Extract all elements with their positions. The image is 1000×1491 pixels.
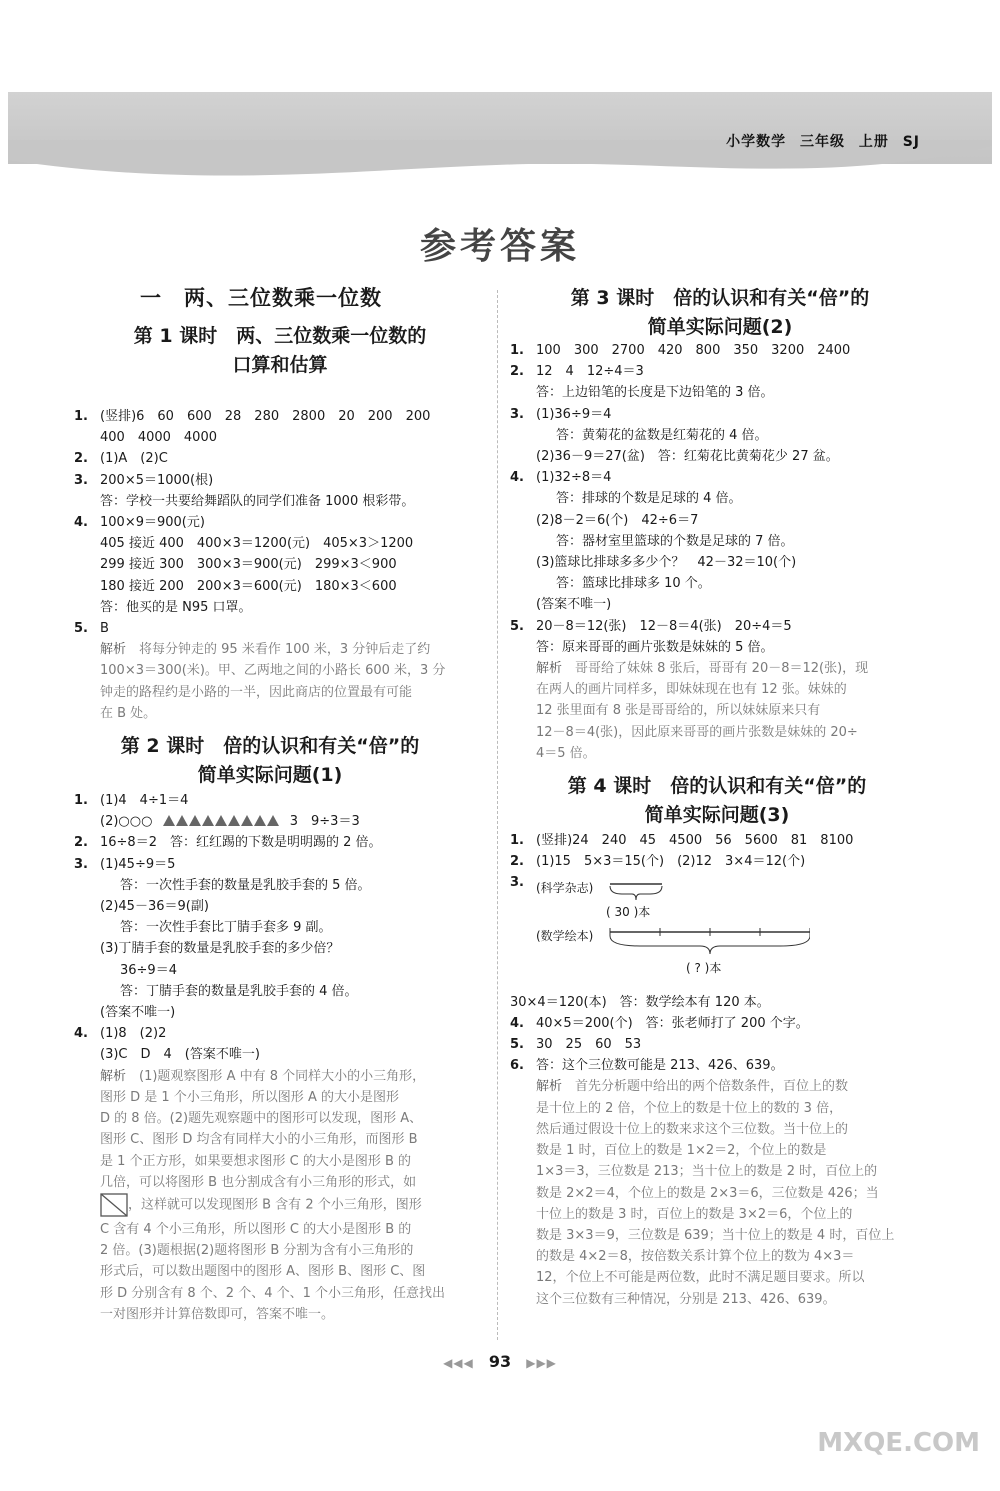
analysis-line: 在两人的画片同样多，即妹妹现在也有 12 张。妹妹的 bbox=[536, 682, 847, 698]
answer-line: 1. (1)4 4÷1＝4 bbox=[74, 793, 189, 809]
header-edition: SJ bbox=[902, 134, 920, 150]
analysis-line: 数是 3×3＝9，三位数是 639；当十位上的数是 4 时，百位上 bbox=[536, 1227, 895, 1243]
analysis-line: 解析 首先分析题中给出的两个倍数条件，百位上的数 bbox=[536, 1079, 849, 1095]
analysis-line: 2 倍。(3)题根据(2)题将图形 B 分割为含有小三角形的 bbox=[100, 1243, 414, 1259]
answer-line: 4. (1)8 (2)2 bbox=[74, 1026, 167, 1042]
answer-line: 6. 答：这个三位数可能是 213、426、639。 bbox=[510, 1058, 784, 1074]
answer-line: 答：黄菊花的盆数是红菊花的 4 倍。 bbox=[556, 427, 768, 443]
answer-line: 4. (1)32÷8＝4 bbox=[510, 470, 612, 486]
diagram-label-bottom: (数学绘本) bbox=[536, 928, 594, 943]
answer-line: 2. 16÷8＝2 答：红红踢的下数是明明踢的 2 倍。 bbox=[74, 835, 382, 851]
answer-line: 答：一次性手套比丁腈手套多 9 副。 bbox=[120, 920, 332, 936]
analysis-line: 数是 2×2＝4，个位上的数是 2×3＝6，三位数是 426；当 bbox=[536, 1185, 879, 1201]
analysis-line: 几倍，可以将图形 B 也分割成含有小三角形的形式，如 bbox=[100, 1174, 417, 1190]
column-divider bbox=[497, 290, 498, 1340]
analysis-line: 形式后，可以数出题图中的图形 A、图形 B、图形 C、图 bbox=[100, 1264, 426, 1280]
answer-line: (3)篮球比排球多多少个？ 42－32＝10(个) bbox=[536, 555, 797, 571]
answer-line: 36÷9＝4 bbox=[120, 962, 177, 978]
answer-line: 5. 30 25 60 53 bbox=[510, 1037, 642, 1053]
analysis-line: C 含有 4 个小三角形，所以图形 C 的大小是图形 B 的 bbox=[100, 1221, 412, 1237]
lesson1-title-line1: 第 1 课时 两、三位数乘一位数的 bbox=[133, 325, 427, 347]
answer-line: 30×4＝120(本) 答：数学绘本有 120 本。 bbox=[510, 994, 770, 1010]
answer-line: 405 接近 400 400×3＝1200(元) 405×3＞1200 bbox=[100, 536, 414, 552]
diagram-label-top: (科学杂志) bbox=[536, 880, 594, 895]
analysis-line: D 的 8 倍。(2)题先观察题中的图形可以发现，图形 A、 bbox=[100, 1111, 423, 1127]
answer-line: 400 4000 4000 bbox=[100, 430, 217, 446]
diagram-lines bbox=[510, 876, 810, 976]
analysis-line: 图形 D 是 1 个小三角形，所以图形 A 的大小是图形 bbox=[100, 1089, 399, 1105]
analysis-line: 12 张里面有 8 张是哥哥给的，所以妹妹原来只有 bbox=[536, 703, 821, 719]
answer-line: 299 接近 300 300×3＝900(元) 299×3＜900 bbox=[100, 557, 397, 573]
answer-line: 1. (竖排)6 60 600 28 280 2800 20 200 200 bbox=[74, 409, 431, 424]
analysis-line: 是十位上的 2 倍，个位上的数是十位上的数的 3 倍， bbox=[536, 1100, 843, 1116]
analysis-line: 4＝5 倍。 bbox=[536, 745, 596, 761]
answer-line: 1. 100 300 2700 420 800 350 3200 2400 bbox=[510, 343, 851, 358]
answer-line: 答：排球的个数是足球的 4 倍。 bbox=[556, 491, 742, 507]
answer-line: 3. (1)45÷9＝5 bbox=[74, 856, 176, 872]
analysis-line: 是 1 个正方形，如果要想求图形 C 的大小是图形 B 的 bbox=[100, 1153, 412, 1169]
lesson2-title-line1: 第 2 课时 倍的认识和有关“倍”的 bbox=[120, 735, 420, 758]
answer-line: 4. 100×9＝900(元) bbox=[74, 515, 205, 531]
answer-line: 2. (1)A (2)C bbox=[74, 451, 168, 467]
lesson4-title bbox=[510, 772, 924, 830]
analysis-line: 十位上的数是 3 时，百位上的数是 3×2＝6，个位上的 bbox=[536, 1206, 853, 1222]
answer-line: (3)丁腈手套的数量是乳胶手套的多少倍？ bbox=[100, 941, 340, 957]
answer-line: 答：上边铅笔的长度是下边铅笔的 3 倍。 bbox=[536, 385, 774, 401]
answer-line: 答：器材室里篮球的个数是足球的 7 倍。 bbox=[556, 533, 794, 549]
answer-line: (2)○○○ 3 9÷3＝3 bbox=[100, 814, 360, 830]
lesson3-title-line2: 简单实际问题(2) bbox=[647, 316, 793, 338]
lesson4-title-line1: 第 4 课时 倍的认识和有关“倍”的 bbox=[567, 775, 867, 798]
analysis-line: 然后通过假设十位上的数来求这个三位数。当十位上的 bbox=[536, 1121, 849, 1137]
left-column bbox=[74, 406, 476, 1325]
analysis-line: 数是 1 时，百位上的数是 1×2＝2，个位上的数是 bbox=[536, 1143, 827, 1159]
answer-line: (答案不唯一) bbox=[100, 1005, 176, 1021]
header-grade: 三年级 bbox=[799, 134, 845, 150]
analysis-line: ，这样就可以发现图形 B 含有 2 个小三角形，图形 bbox=[74, 1193, 476, 1219]
analysis-line: 一对图形并计算倍数即可，答案不唯一。 bbox=[100, 1306, 335, 1322]
answer-line: 180 接近 200 200×3＝600(元) 180×3＜600 bbox=[100, 578, 397, 594]
analysis-line: 解析 将每分钟走的 95 米看作 100 米，3 分钟后走了约 bbox=[100, 642, 431, 658]
answer-line: (答案不唯一) bbox=[536, 597, 612, 613]
analysis-line: 这个三位数有三种情况，分别是 213、426、639。 bbox=[536, 1291, 836, 1307]
page-number: 93 bbox=[488, 1352, 512, 1371]
answer-line: 3. 200×5＝1000(根) bbox=[74, 472, 214, 488]
right-column bbox=[510, 340, 924, 1310]
triangles-icon bbox=[163, 814, 280, 829]
diagram-label-mid: ( 30 )本 bbox=[606, 904, 651, 919]
answer-line: 1. (竖排)24 240 45 4500 56 5600 81 8100 bbox=[510, 833, 854, 849]
analysis-line: 解析 哥哥给了妹妹 8 张后，哥哥有 20－8＝12(张)，现 bbox=[536, 661, 869, 677]
analysis-line: 12－8＝4(张)，因此原来哥哥的画片张数是妹妹的 20÷ bbox=[536, 724, 858, 740]
line-segment-diagram bbox=[510, 880, 924, 988]
watermark: MXQE.COM bbox=[817, 1428, 980, 1458]
answer-line: 答：篮球比排球多 10 个。 bbox=[556, 576, 711, 592]
analysis-line: 钟走的路程约是小路的一半，因此商店的位置最有可能 bbox=[100, 684, 413, 700]
answer-line: 答：学校一共要给舞蹈队的同学们准备 1000 根彩带。 bbox=[100, 493, 415, 509]
answer-line: 3. bbox=[510, 875, 524, 891]
answer-line: 5. 20－8＝12(张) 12－8＝4(张) 20÷4＝5 bbox=[510, 618, 792, 634]
split-square-icon bbox=[100, 1193, 128, 1217]
answer-line: (2)8－2＝6(个) 42÷6＝7 bbox=[536, 512, 699, 528]
answer-line: 答：原来哥哥的画片张数是妹妹的 5 倍。 bbox=[536, 639, 774, 655]
answer-line: 2. (1)15 5×3＝15(个) (2)12 3×4＝12(个) bbox=[510, 854, 806, 870]
analysis-line: 形 D 分别含有 8 个、2 个、4 个、1 个小三角形，任意找出 bbox=[100, 1285, 446, 1301]
analysis-line: 在 B 处。 bbox=[100, 705, 157, 721]
answer-line: 4. 40×5＝200(个) 答：张老师打了 200 个字。 bbox=[510, 1015, 809, 1031]
answer-line: 5. B bbox=[74, 621, 109, 637]
next-page-arrows: ▶▶▶ bbox=[526, 1356, 557, 1370]
lesson1-title bbox=[90, 322, 470, 380]
answer-line: 答：他买的是 N95 口罩。 bbox=[100, 599, 252, 615]
prev-page-arrows: ◀◀◀ bbox=[443, 1356, 474, 1370]
page-title: 参考答案 bbox=[419, 226, 580, 267]
analysis-line: 100×3＝300(米)。甲、乙两地之间的小路长 600 米，3 分 bbox=[100, 663, 446, 679]
answer-line: (2)45－36＝9(副) bbox=[100, 899, 209, 915]
header-subject: 小学数学 bbox=[726, 134, 787, 150]
diagram-label-question: ( ? )本 bbox=[686, 960, 722, 975]
unit-title: 一 两、三位数乘一位数 bbox=[140, 286, 382, 310]
lesson1-title-line2: 口算和估算 bbox=[232, 354, 328, 376]
analysis-line: 解析 (1)题观察图形 A 中有 8 个同样大小的小三角形， bbox=[100, 1068, 426, 1084]
analysis-line: 图形 C、图形 D 均含有同样大小的小三角形，而图形 B bbox=[100, 1132, 418, 1148]
answer-line: 2. 12 4 12÷4＝3 bbox=[510, 364, 644, 380]
lesson2-title bbox=[64, 732, 476, 790]
analysis-line: 12，个位上不可能是两位数，此时不满足题目要求。所以 bbox=[536, 1270, 865, 1286]
header-volume: 上册 bbox=[858, 134, 889, 150]
analysis-line: 1×3＝3，三位数是 213；当十位上的数是 2 时，百位上的 bbox=[536, 1164, 878, 1180]
lesson3-title bbox=[520, 284, 920, 342]
answer-line: 答：一次性手套的数量是乳胶手套的 5 倍。 bbox=[120, 877, 371, 893]
answer-line: 答：丁腈手套的数量是乳胶手套的 4 倍。 bbox=[120, 983, 358, 999]
lesson4-title-line2: 简单实际问题(3) bbox=[644, 804, 790, 827]
book-header bbox=[726, 131, 920, 151]
lesson2-title-line2: 简单实际问题(1) bbox=[197, 764, 343, 787]
answer-line: (2)36－9＝27(盆) 答：红菊花比黄菊花少 27 盆。 bbox=[536, 449, 839, 465]
page-footer bbox=[0, 1352, 1000, 1371]
lesson3-title-line1: 第 3 课时 倍的认识和有关“倍”的 bbox=[570, 287, 870, 309]
analysis-line: 的数是 4×2＝8，按倍数关系计算个位上的数为 4×3＝ bbox=[536, 1249, 855, 1265]
answer-line: 3. (1)36÷9＝4 bbox=[510, 406, 612, 422]
answer-line: (3)C D 4 (答案不唯一) bbox=[100, 1047, 260, 1063]
